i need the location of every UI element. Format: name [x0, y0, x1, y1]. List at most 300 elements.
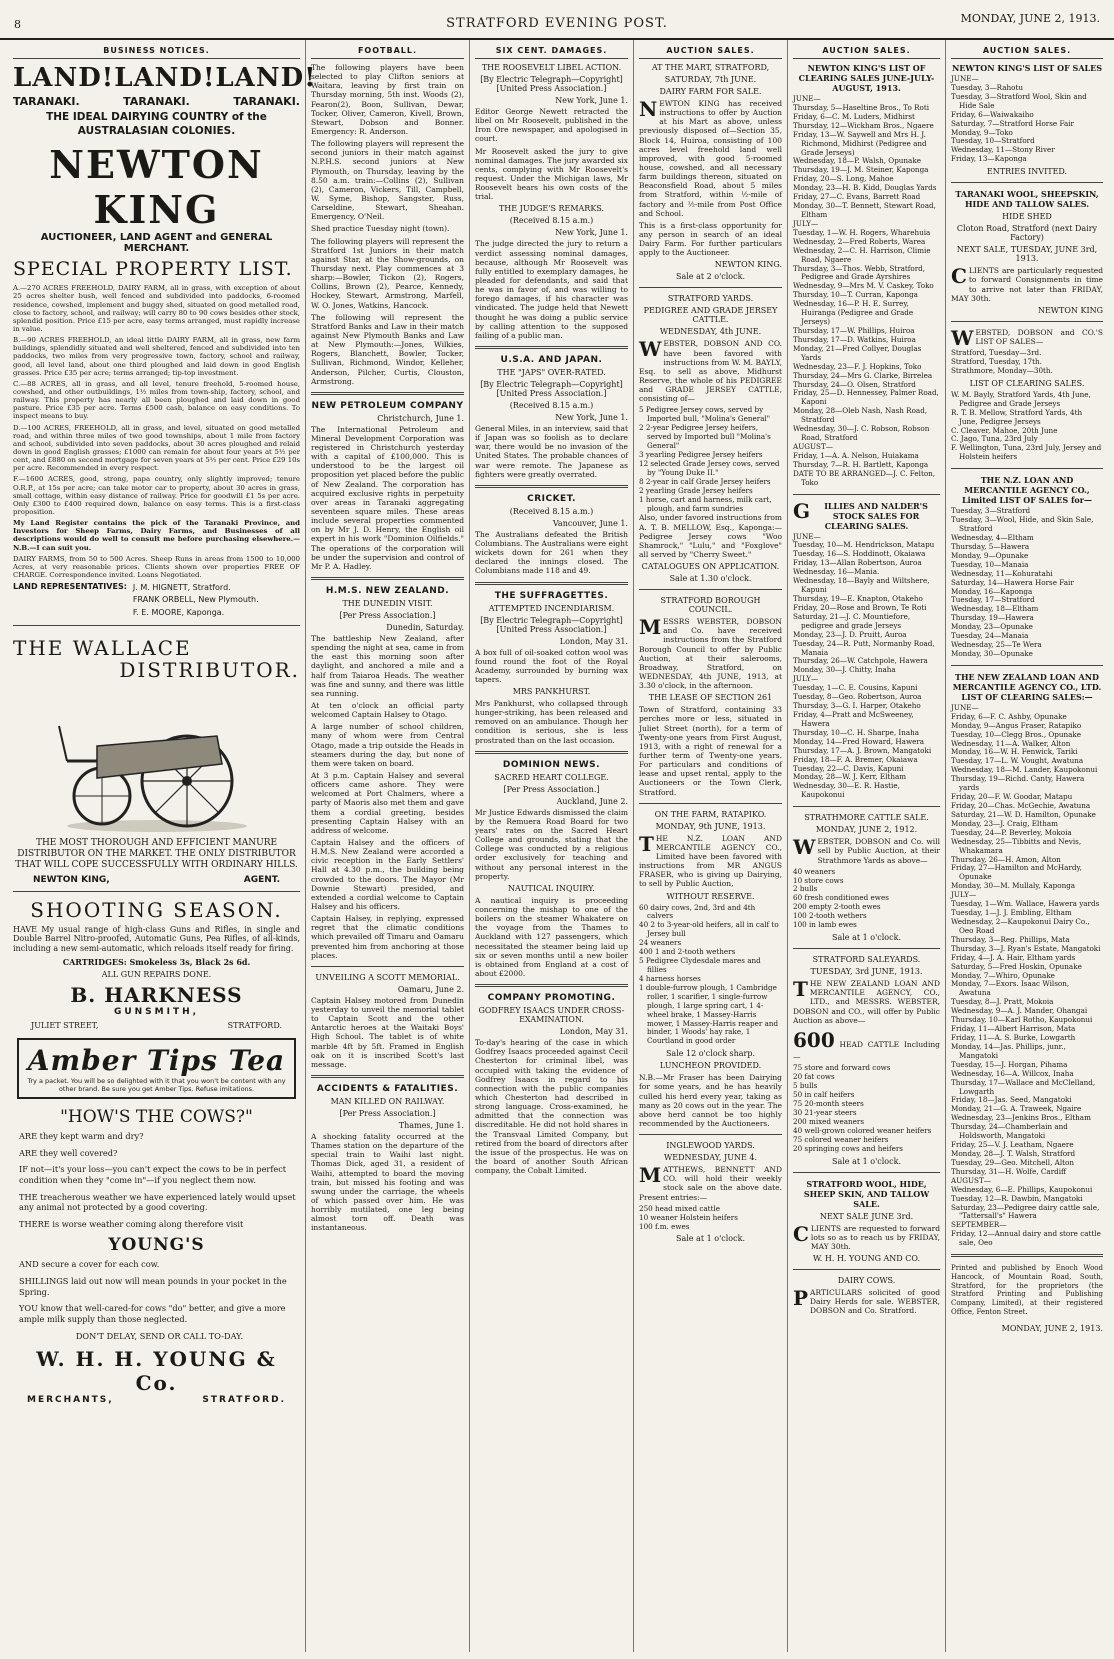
- nautical-text: A nautical inquiry is proceeding concerning the mishap to one of the boilers on the steamer Whakatere on the voyage from the Thames to Auckland with 127 passengers, which necessitated the steamer being laid up six or seven months until a new boiler is obtained from England at a cost of about £2000.: [475, 895, 628, 979]
- list-item: Monday, 23—J. Craig, Eltham: [951, 818, 1058, 828]
- list-item: Tuesday, 3—Stratford Wool, Skin and Hide Sale: [951, 91, 1087, 110]
- taranaki-word: TARANAKI.: [123, 95, 190, 108]
- wallace-title-1: THE WALLACE: [13, 636, 192, 661]
- list-item: Wednesday, 18—M. Lander, Kaupokonui: [951, 765, 1098, 775]
- wd-title: WEBSTED, DOBSON and CO.'S LIST OF SALES—: [951, 325, 1103, 350]
- list-item: Thursday, 19—Hawera: [951, 613, 1034, 623]
- property-item: D.—100 ACRES, FREEHOLD, all in grass, and level, situated on good metalled road, and within three miles of two good townships, about 1 mile from factory and school, subdivided into seven paddocks, about 30 acres ploughed and relaid down in good English grasses; £1000 can remain for about four years at 5½ per cent, and £880 on second mortgage for seven years at 5½ per cent. Price £29 10s per acre. Recommended in every respect.: [13, 423, 301, 473]
- list-item: 20 fat cows: [793, 1072, 835, 1082]
- list-item: Wednesday, 2—Kaupokonui Dairy Co., Oeo Road: [951, 917, 1090, 935]
- pankhurst-text: Mrs Pankhurst, who collapsed through hunger-striking, has been released and removed on an ambulance. Though her condition is serious, she is less prostrated than on the last occasion.: [475, 699, 628, 745]
- repairs-line: ALL GUN REPAIRS DONE.: [101, 969, 212, 979]
- list-item: Thursday, 10—C. H. Sharpe, Inaha: [793, 727, 920, 737]
- list-item: Thursday, 10—Karl Rotho, Kaupokonui: [951, 1015, 1093, 1025]
- list-item: Friday, 4—Pratt and McSweeney, Hawera: [793, 710, 914, 728]
- list-item: C. Jago, Tuna, 23rd July: [951, 434, 1038, 444]
- list-item: Tuesday, 8—J. Pratt, Mokoia: [951, 997, 1054, 1007]
- column-news-2: [306, 40, 470, 1652]
- list-item: Tuesday, 24—P. Beverley, Mokoia: [951, 827, 1072, 837]
- railway-text: A shocking fatality occurred at the Thames station on the departure of the special train to Waihi last night. Thomas Dick, aged 31, a resident of Waihi, attempted to board the moving train, but missed his footing and was swung under the carriage, the wheels of which passed over him. He was horribly mutilated, one leg being almost torn off. Death was instantaneous.: [311, 1131, 464, 1233]
- list-item: R. T. B. Mellow, Stratford Yards, 4th June, Pedigree Jerseys: [951, 407, 1083, 426]
- head-cattle-line: [793, 1028, 940, 1062]
- list-item: Wednesday, 16—P. H. E. Surrey, Huiranga (Pedigree and Grade Jerseys): [793, 299, 914, 327]
- list-item: Thursday, 3—G. I. Harper, Otakeho: [793, 701, 921, 711]
- young-line: AND secure a cover for each cow.: [19, 1259, 160, 1270]
- list-item: 30 21-year steers: [793, 1107, 857, 1117]
- list-item: Friday, 18—Jas. Seed, Mangatoki: [951, 1095, 1072, 1105]
- list-item: Stratford, Tuesday—3rd.: [951, 348, 1042, 358]
- hide-next: NEXT SALE JUNE 3rd.: [819, 1211, 914, 1221]
- list-item: Thursday, 24—O. Olsen, Stratford: [793, 379, 916, 389]
- property-item: B.—90 ACRES FREEHOLD, an ideal little DAIRY FARM, all in grass, new farm buildings, splendidly situated and well sheltered, fenced and subdivided into ten paddocks, two miles from very progressive town, factory, school and railway, good, all level land, about one third ploughed and laid down in good English grasses. Price £35 per acre; terms arranged; tip-top investment.: [13, 336, 300, 377]
- merchants-label: MERCHANTS,: [27, 1395, 114, 1406]
- gillies-body: ILLIES AND NALDER'S STOCK SALES FOR CLEARING SALES.: [824, 500, 928, 531]
- list-item: Wednesday, 11—A. Walker, Alton: [951, 738, 1071, 748]
- list-item: Thursday, 3—Reg. Phillips, Mata: [951, 934, 1070, 944]
- borough-title: STRATFORD BOROUGH COUNCIL.: [660, 596, 761, 615]
- sale-time: Sale at 1 o'clock.: [832, 933, 901, 943]
- list-item: Monday, 9—Toko: [951, 127, 1013, 137]
- list-item: Thursday, 24—Mrs G. Clarke, Birrelea: [793, 370, 933, 380]
- press-association: [Per Press Association.]: [339, 1108, 436, 1118]
- list-item: W. M. Bayly, Stratford Yards, 4th June, Pedigree and Grade Jerseys: [951, 389, 1091, 408]
- sale-time: Sale at 2 o'clock.: [676, 272, 745, 282]
- list-item: Saturday, 5—Fred Hoskin, Opunake: [951, 961, 1082, 971]
- list-item: 50 in calf heifers: [793, 1090, 855, 1100]
- list-item: Friday, 13—Kaponga: [951, 154, 1027, 164]
- cartridges-line: CARTRIDGES: Smokeless 3s, Black 2s 6d.: [62, 956, 251, 967]
- list-item: Monday, 28—Oleb Nash, Nash Road, Stratford: [793, 406, 928, 425]
- ratapiko-title: ON THE FARM, RATAPIKO.: [654, 809, 767, 819]
- list-item: 8 2-year in calf Grade Jersey heifers: [639, 476, 771, 486]
- list-item: Thursday, 12—Wickham Bros., Ngaere: [793, 120, 934, 130]
- column-news-3: [470, 40, 634, 1652]
- ratapiko-body: HE N.Z. LOAN AND MERCANTILE AGENCY CO., Limited have been favored with instructions from MR ANGUS FRASER, who is giving up Dairying, to sell by Public Auction,: [639, 833, 782, 889]
- harkness-address: [13, 1021, 300, 1030]
- list-item: Friday, 27—Hamilton and McHardy, Opunake: [951, 863, 1082, 882]
- list-item: Strathmore, Monday—30th.: [951, 365, 1053, 375]
- list-item: 5 Pedigree Jersey cows, served by Imported bull, "Molina's General": [639, 405, 771, 424]
- inglewood-body: ATTHEWS, BENNETT AND CO. will hold their weekly stock sale on the above date. Present entries:—: [639, 1165, 782, 1202]
- land-word: LAND!: [215, 63, 317, 93]
- company-heading: COMPANY PROMOTING.: [487, 993, 616, 1004]
- dairy-sale-text: NEWTON KING has received instructions to offer by Auction at his Mart as above, unless previously disposed of—Section 35, Block 14, Huiroa, consisting of 100 acres level freehold land well improved, with good 5-roomed house, cowshed, and all necessary farm buildings thereon, situated on Beaconsfield Road, about 5 miles from Stratford, within ½-mile of factory and ½-mile from Post Office and School.: [639, 97, 782, 218]
- dairy-tagline: THE IDEAL DAIRYING COUNTRY of the AUSTRALASIAN COLONIES.: [46, 111, 267, 137]
- dairy-cows-body: ARTICULARS solicited of good Dairy Herds for sale. WEBSTER, DOBSON and Co. Stratford.: [810, 1287, 940, 1316]
- telegraph-credit: [By Electric Telegraph—Copyright] [United Press Association.]: [480, 379, 623, 398]
- agent-label: AGENT.: [243, 874, 280, 885]
- amber-tips-tagline: Try a packet. You will be so delighted with it that you won't be content with any other brand. Be sure you get Amber Tips. Refuse imitations.: [27, 1076, 286, 1093]
- usa-japan-heading: U.S.A. AND JAPAN.: [500, 354, 603, 365]
- list-item: Wednesday, 6—E. Phillips, Kaupokonui: [951, 1184, 1093, 1194]
- masthead: [0, 0, 1114, 40]
- lease-title: THE LEASE OF SECTION 261: [648, 693, 773, 703]
- list-item: 10 weaner Holstein heifers: [639, 1212, 738, 1222]
- street: JULIET STREET,: [31, 1020, 99, 1030]
- hms-heading: H.M.S. NEW ZEALAND.: [325, 586, 450, 597]
- gillies-title: G ILLIES AND NALDER'S STOCK SALES FOR CLEARING SALES.: [793, 498, 928, 531]
- japs-text: General Miles, in an interview, said that if Japan was so foolish as to declare war, there would be no invasion of the United States. The probable chances of war were remote. The Japanese as fighters were greatly overrated.: [475, 423, 628, 479]
- hows-the-cows-title: "HOW'S THE COWS?": [60, 1106, 253, 1127]
- list-item: Wednesday, 25—Tibbitts and Nevis, Whakamara: [951, 836, 1082, 855]
- clearing-title: LIST OF CLEARING SALES.: [969, 378, 1085, 388]
- list-item: Friday, 13—Allan Robertson, Auroa: [793, 558, 922, 568]
- list-item: Thursday, 19—Richd. Canty, Hawera yards: [951, 774, 1085, 793]
- section-heading: BUSINESS NOTICES.: [13, 44, 300, 59]
- list-item: Wednesday, 2—Fred Roberts, Warea: [793, 236, 926, 246]
- list-item: Thursday, 31—H. Wolfe, Cardiff: [951, 1166, 1067, 1176]
- football-para: The following players will represent the second juniors in their match against N.P.H.S. second juniors at New Plymouth, on Thursday, leaving by the 8.50 a.m. train:—Collins (2), Sullivan (2), Cameron, Vickers, Till, Campbell, W. Syme, Bishop, Sangster, Russ, Carseldine, Stewart, Sheahan. Emergency, O'Neil.: [311, 139, 464, 222]
- property-item: F.—1600 ACRES, good, strong, papa country, only slightly improved; tenure O.R.P., at 15s per acre; can take motor car to property, about 30 acres in grass, small cottage, within easy distance of railway. Price for goodwill £1 5s per acre. Only £300 to £400 required down, balance on easy terms. This is a first-class proposition.: [13, 475, 300, 516]
- nautical-subhead: NAUTICAL INQUIRY.: [508, 883, 595, 893]
- entries-line: ENTRIES INVITED.: [986, 167, 1068, 177]
- list-item: F. Wellington, Tuna, 23rd July, Jersey and Holstein heifers: [951, 443, 1102, 462]
- land-word: LAND!: [13, 63, 115, 93]
- luncheon-text: N.B.—Mr Fraser has been Dairying for some years, and he has heavily culled his herd every year, taking as many as 20 cows out in the year. The above herd cannot be too highly recommended by the Auctioneers.: [639, 1073, 782, 1128]
- pankhurst-subhead: MRS PANKHURST.: [512, 687, 591, 697]
- list-item: Wednesday, 18—P. Walsh, Opunake: [793, 156, 921, 166]
- sale-time: Sale 12 o'clock sharp.: [665, 1049, 756, 1059]
- list-item: 60 fresh conditioned ewes: [793, 893, 889, 903]
- strathmore-list: [793, 868, 940, 930]
- wd-list: [951, 349, 1103, 376]
- property-item: C.—88 ACRES, all in grass, and all level, tenure freehold, 5-roomed house, cowshed, and other outbuildings, 1½ miles from town-ship, factory, school, and railway. This property has nearly all been ploughed and laid down in good pasture. Price £35 per acre. Terms £500 cash, balance on easy conditions. To inspect means to buy.: [13, 379, 300, 421]
- sale-time: Sale at 1.30 o'clock.: [669, 574, 752, 584]
- list-item: Thursday, 3—J. Ryan's Estate, Mangatoki: [951, 943, 1101, 953]
- football-para: The following will represent the Stratford Banks and Law in their match against New Plymouth Banks and Law at New Plymouth:—Jones, Wilkies, Rogers, Blanchett, Bowler, Tocker, Sullivan, Richmond, Windor, Kelleher, Anderson, Pilcher, Curtis, Clouston, Armstrong.: [311, 312, 464, 386]
- list-item: Thursday, 24—Chamberlain and Holdsworth, Mangatoki: [951, 1122, 1068, 1141]
- list-item: 2 2-year Pedigree Jersey heifers, served by Imported bull "Molina's General": [639, 423, 771, 451]
- amber-tips-ad: [17, 1038, 296, 1099]
- list-item: Tuesday, 1—C. E. Cousins, Kapuni: [793, 683, 918, 693]
- saleyards-date: TUESDAY, 3rd JUNE, 1913.: [810, 967, 923, 977]
- cows-line: IF not—it's your loss—you can't expect the cows to be in perfect condition when they "come in"—if you neglect them now.: [19, 1164, 287, 1185]
- whh-young-name: W. H. H. YOUNG & Co.: [36, 1347, 277, 1396]
- list-item: Friday, 25—D. Hennessey, Palmer Road, Kaponi: [793, 388, 939, 407]
- petroleum-text: The International Petroleum and Mineral Development Corporation was registered in Christchurch yesterday with a capital of £100,000. This is understood to be the largest oil proposition yet placed before the public of New Zealand. The corporation has acquired exclusive rights in perpetuity over areas in Taranaki aggregating seventeen square miles. These areas include several properties commented on by Mr J. D. Henry, the English oil expert in his work "Dominion Oilfields." The operations of the corporation will be under the supervision and control of Mr P. A. Hadley.: [311, 424, 464, 571]
- godfrey-dateline: London, May 31.: [559, 1027, 628, 1037]
- jersey-list: [639, 406, 782, 513]
- petroleum-heading: NEW PETROLEUM COMPANY: [311, 400, 464, 411]
- wd-body: EBSTED, DOBSON and CO.'S LIST OF SALES—: [975, 327, 1103, 346]
- list-item: Monday, 23—Opunake: [951, 622, 1033, 632]
- clearing-list: [951, 391, 1103, 462]
- gillies-july-list: [793, 684, 940, 800]
- list-item: Wednesday, 11—Kohuratahi: [951, 568, 1053, 578]
- received-note: (Received 8.15 a.m.): [509, 216, 594, 226]
- auction-heading: AUCTION SALES.: [639, 44, 782, 59]
- dairy-sale-body: EWTON KING has received instructions to offer by Auction at his Mart as above, unless previously disposed of—Section 35, Block 14, Huiroa, consisting of 100 acres level freehold land well improved, with good 5-roomed house, cowshed, and all necessary farm buildings thereon, situated on Beaconsfield Road, about 5 miles from Stratford, within ½-mile of factory and ½-mile from Post Office and School.: [639, 99, 782, 218]
- received-note: (Received 8.15 a.m.): [509, 506, 594, 516]
- hide-body: LIENTS are requested to forward lots so as to reach us by FRIDAY, MAY 30th.: [810, 1223, 940, 1251]
- town: STRATFORD.: [227, 1020, 282, 1030]
- damages-heading: SIX CENT. DAMAGES.: [475, 44, 628, 59]
- list-item: 3 yearling Pedigree Jersey heifers: [639, 449, 763, 459]
- inc-text: A box full of oil-soaked cotton wool was found round the foot of the Royal Academy, surrounded by burning wax tapers.: [475, 647, 628, 684]
- cattle-count: 600: [793, 1027, 835, 1052]
- list-item: Wednesday, 11—Stony River: [951, 145, 1055, 155]
- ratapiko-text: THE N.Z. LOAN AND MERCANTILE AGENCY CO., Limited have been favored with instructions from MR ANGUS FRASER, who is giving up Dairying, to sell by Public Auction,: [639, 831, 782, 889]
- list-item: Thursday, 5—Hawera: [951, 541, 1030, 551]
- list-item: Monday, 23—H. B. Kidd, Douglas Yards: [793, 183, 937, 193]
- list-item: 5 bulls: [793, 1081, 818, 1091]
- press-association: [Per Press Association.]: [339, 611, 436, 621]
- list-item: Tuesday, 1—Wm. Wallace, Hawera yards: [951, 899, 1100, 909]
- telegraph-credit: [By Electric Telegraph—Copyright] [United Press Association.]: [480, 615, 623, 634]
- wallace-title-2: DISTRIBUTOR.: [119, 658, 300, 683]
- dunedin-subhead: THE DUNEDIN VISIT.: [342, 599, 433, 609]
- libel-subhead: THE ROOSEVELT LIBEL ACTION.: [481, 63, 622, 72]
- list-item: Monday, 14—Fred Howard, Hawera: [793, 736, 925, 746]
- gillies-june-list: [793, 541, 940, 675]
- list-item: 100 in lamb ewes: [793, 920, 857, 930]
- list-item: 40 2 to 3-year-old heifers, all in calf to Jersey bull: [639, 920, 779, 939]
- nk-clearing-title: NEWTON KING'S LIST OF CLEARING SALES JUNE-JULY-AUGUST, 1913.: [798, 63, 935, 93]
- land-register-note: My Land Register contains the pick of the Taranaki Province, and Investors for Sheep Farms, Dairy Farms, and Businesses of all descriptions would do well to consult me before purchasing elsewhere.—N.B.—I can suit you.: [13, 519, 300, 552]
- sacred-text: Mr Justice Edwards dismissed the claim by the Remuera Road Board for two years' rates on the Sacred Heart College and grounds, stating that the College was conducted by a religious order exclusively for teaching and without any personal interest in the property.: [475, 807, 628, 881]
- list-item: 200 empty 2-tooth ewes: [793, 902, 881, 912]
- list-item: DATE TO BE ARRANGED—J. C. Felton, Toko: [793, 468, 936, 487]
- railway-subhead: MAN KILLED ON RAILWAY.: [330, 1096, 445, 1106]
- newton-king-agent: [13, 875, 300, 885]
- list-item: 2 yearling Grade Jersey heifers: [639, 485, 753, 495]
- list-item: Thursday, 19—E. Knapton, Otakeho: [793, 594, 923, 604]
- libel-para: Editor George Newett retracted the libel on Mr Roosevelt, published in the Iron Ore newspaper, and apologised in court.: [475, 107, 628, 144]
- rep-name: FRANK ORBELL, New Plymouth.: [132, 595, 259, 605]
- harkness-name: B. HARKNESS: [70, 982, 243, 1007]
- list-item: Friday, 6—F. C. Ashby, Opunake: [951, 711, 1067, 721]
- hide-location: Cloton Road, Stratford (next Dairy Factory): [956, 224, 1098, 243]
- list-item: 4 harness horses: [639, 973, 701, 983]
- godfrey-text: To-day's hearing of the case in which Godfrey Isaacs proceeded against Cecil Chesterton for criminal libel, was occupied with taking the evidence of Godfrey Isaacs in regard to his connection with the public companies which Chesterton had described in strong language. Cross-examined, he admitted that the connection was discreditable. He did not hold shares in the Transvaal Limited Company, but retired from the board of directors after the issue of the prospectus. He was on the board of another South African company, the Cobalt Limited.: [475, 1038, 628, 1176]
- july-list: [793, 229, 940, 443]
- football-para: Shed practice Tuesday night (town).: [311, 224, 450, 234]
- jersey-title: PEDIGREE AND GRADE JERSEY CATTLE.: [643, 306, 778, 325]
- list-item: Thursday, 17—W. Phillips, Huiroa: [793, 325, 915, 335]
- railway-dateline: Thames, June 1.: [398, 1120, 464, 1130]
- rep-name: F. E. MOORE, Kaponga.: [132, 607, 225, 617]
- list-item: Wednesday, 30—E. R. Hastie, Kaupokonui: [793, 781, 900, 800]
- list-item: Wednesday, 18—Bayly and Wiltshere, Kapuni: [793, 576, 930, 595]
- scott-subhead: UNVEILING A SCOTT MEMORIAL.: [315, 972, 460, 982]
- property-list: [13, 284, 300, 579]
- cricket-dateline: Vancouver, June 1.: [552, 518, 628, 528]
- column-auction-3: [946, 40, 1108, 1652]
- list-item: Monday, 21—Fred Collyer, Douglas Yards: [793, 343, 922, 362]
- list-item: Wednesday, 16—A. Willcox, Inaha: [951, 1068, 1074, 1078]
- issue-date: MONDAY, JUNE 2, 1913.: [960, 12, 1100, 25]
- ratapiko-list: [639, 904, 782, 1047]
- judge-text: The judge directed the jury to return a verdict assessing nominal damages, because, although Mr Roosevelt was fully entitled to exemplary damages, he pleaded for defendants, and said that he was in favor of, and was willing to forego damages, if his character was vindicated. The judge held that Newett thought he was doing a public service by calling attention to the supposed failing of a public man.: [475, 239, 628, 340]
- agent-name: NEWTON KING,: [33, 874, 110, 885]
- sale-time: Sale at 1 o'clock.: [832, 1156, 901, 1166]
- hide-sale-title: STRATFORD WOOL, HIDE, SHEEP SKIN, AND TALLOW SALE.: [803, 1178, 930, 1209]
- list-item: Monday, 16—Kaponga: [951, 586, 1033, 596]
- manure-distributor-illustration: [57, 686, 257, 836]
- inglewood-title: INGLEWOOD YARDS.: [666, 1141, 755, 1151]
- dunedin-para: Captain Halsey, in replying, expressed regret that the climatic conditions which prevailed off Timaru and Oamaru prevented him from anchoring at those places.: [311, 914, 464, 960]
- clients-body: LIENTS are particularly requested to forward Consignments in time to arrive not later than FRIDAY, MAY 30th.: [951, 266, 1103, 303]
- cattle-list: [793, 1064, 940, 1153]
- month-label: JULY—: [951, 890, 977, 900]
- amber-tips-logo: Amber Tips Tea: [27, 1043, 286, 1077]
- list-item: Friday, 6—C. M. Luders, Midhirst: [793, 111, 915, 121]
- jersey-body: EBSTER, DOBSON AND CO. have been favored with instructions from W. M. BAYLY, Esq. to sell as above, Midhurst Reserve, the whole of his PEDIGREE and GRADE JERSEY CATTLE, consisting of—: [639, 339, 782, 404]
- saleyards-body: HE NEW ZEALAND LOAN AND MERCANTILE AGENCY, CO., LTD., and MESSRS. WEBSTER, DOBSON and CO., will offer by Public Auction as above—: [793, 979, 940, 1025]
- sacred-subhead: SACRED HEART COLLEGE.: [494, 772, 609, 782]
- month-label: JUNE—: [793, 531, 821, 541]
- cows-line: THERE is worse weather coming along therefore visit: [19, 1218, 244, 1229]
- young-line: YOU know that well-cared-for cows "do" better, and give a more ample milk supply than those neglected.: [19, 1303, 286, 1325]
- nzl2-sept-list: [951, 1230, 1103, 1248]
- libel-para: Mr Roosevelt asked the jury to give nominal damages. The jury awarded six cents, complying with Mr Roosevelt's request. Under the Michigan laws, Mr Roosevelt bears his own costs of the trial.: [475, 146, 628, 202]
- land-representatives: [13, 582, 300, 619]
- list-item: Friday, 20—S. Long, Mahoe: [793, 174, 894, 184]
- town-label: STRATFORD.: [202, 1395, 286, 1406]
- list-item: Monday, 30—T. Bennett, Stewart Road, Eltham: [793, 201, 936, 219]
- list-item: Stratford, Tuesday, 17th.: [951, 356, 1042, 366]
- dairy-cows-text: PARTICULARS solicited of good Dairy Herds for sale. WEBSTER, DOBSON and Co. Stratford.: [793, 1285, 940, 1316]
- press-association: [Per Press Association.]: [503, 784, 600, 794]
- june-list: [793, 104, 940, 220]
- list-item: 40 weaners: [793, 866, 836, 876]
- cricket-text: The Australians defeated the British Columbians. The Australians were eight wickets down for 261 when they declared the innings closed. The Columbians made 118 and 49.: [475, 529, 628, 576]
- hide-shed: HIDE SHED: [1002, 212, 1052, 222]
- list-item: Friday, 11—A. S. Burke, Lowgarth: [951, 1032, 1076, 1042]
- list-item: 75 store and forward cows: [793, 1063, 891, 1073]
- list-item: Monday, 30—Opunake: [951, 648, 1033, 658]
- list-item: Tuesday, 3—Stratford: [951, 506, 1031, 516]
- list-item: Monday, 14—Jas. Phillips, junr., Mangatoki: [951, 1041, 1066, 1060]
- list-item: Monday, 23—J. D. Pruitt, Auroa: [793, 629, 907, 639]
- aug-list: [793, 452, 940, 488]
- list-item: Thursday, 3—Thos. Webb, Stratford, Pedigree and Grade Ayrshires: [793, 263, 926, 282]
- list-item: Monday, 30—J. Chitty, Inaha: [793, 665, 896, 675]
- nk-june-list: [951, 84, 1103, 164]
- telegraph-credit: [By Electric Telegraph—Copyright] [United Press Association.]: [480, 75, 623, 93]
- list-item: 250 head mixed cattle: [639, 1203, 721, 1213]
- list-item: Thursday, 17—A. J. Brown, Mangatoki: [793, 745, 932, 755]
- strathmore-date: MONDAY, JUNE 2, 1912.: [815, 825, 918, 835]
- list-item: Friday, 4—J. A. Hair, Eltham yards: [951, 952, 1076, 962]
- inc-dateline: London, May 31.: [559, 636, 628, 646]
- cows-line: ARE they well covered?: [19, 1147, 118, 1158]
- list-item: Tuesday, 10—Stratford: [951, 136, 1035, 146]
- imprint: Printed and published by Enoch Wood Hancock, of Mountain Road, South, Stratford, for the proprietors (the Stratford Printing and Publishing Company, Limited), at their registered Office, Fenton Street.: [951, 1264, 1103, 1316]
- list-item: Wednesday, 9—Mrs M. V. Caskey, Toko: [793, 281, 934, 291]
- list-item: Wednesday, 2—C. H. Harrison, Climie Road, Ngaere: [793, 245, 931, 264]
- month-label: AUGUST—: [951, 1175, 991, 1185]
- merchants-line: [13, 1395, 300, 1405]
- luncheon-line: LUNCHEON PROVIDED.: [659, 1061, 762, 1071]
- shooting-text: HAVE My usual range of high-class Guns and Rifles, in single and Double Barrel Nitro-proofed, Automatic Guns, Pea Rifles, of all-kinds, including a new semi-automatic, which reloads itself ready for firing.: [13, 924, 300, 954]
- list-item: Tuesday, 10—M. Hendrickson, Matapu: [793, 540, 935, 550]
- list-item: Thursday, 17—Wallace and McClelland, Lowgarth: [951, 1077, 1096, 1096]
- cows-line: ARE they kept warm and dry?: [19, 1130, 144, 1141]
- list-item: Wednesday, 4—Eltham: [951, 532, 1034, 542]
- month-label: SEPTEMBER—: [951, 1220, 1007, 1230]
- list-item: 1 horse, cart and harness, milk cart, plough, and farm sundries: [639, 494, 772, 513]
- incendiarism-subhead: ATTEMPTED INCENDIARISM.: [488, 603, 615, 613]
- dunedin-para: A large number of school children, many of whom were from Central Otago, made a trip outside the Heads in steamers during the day, but none of them were taken on board.: [311, 722, 464, 768]
- young-line: SHILLINGS laid out now will mean pounds in your pocket in the Spring.: [19, 1276, 287, 1297]
- list-item: Monday, 7—Exors. Isaac Wilson, Awatuna: [951, 979, 1070, 998]
- young-line: DON'T DELAY, SEND OR CALL TO-DAY.: [75, 1330, 244, 1341]
- distributor-caption: THE MOST THOROUGH AND EFFICIENT MANURE DISTRIBUTOR ON THE MARKET. THE ONLY DISTRIBUTOR THAT WILL COPE SUCCESSFULLY WITH ORDINARY HILLS.: [15, 838, 298, 870]
- godfrey-subhead: GODFREY ISAACS UNDER CROSS-EXAMINATION.: [478, 1006, 625, 1025]
- cricket-heading: CRICKET.: [527, 493, 576, 504]
- list-item: Monday, 9—Opunake: [951, 550, 1029, 560]
- column-auction-1: [634, 40, 788, 1652]
- list-item: Friday, 18—F. A. Bremer, Okaiawa: [793, 754, 918, 764]
- received-note: (Received 8.15 a.m.): [509, 400, 594, 410]
- page-number: 8: [14, 18, 21, 31]
- list-item: Tuesday, 8—Geo. Robertson, Auroa: [793, 692, 922, 702]
- dunedin-para: At 3 p.m. Captain Halsey and several officers came ashore. They were welcomed at Port Chalmers, where a party of Maoris also met them and gave them a cordial greeting, besides presenting Captain Halsey with an address of welcome.: [311, 771, 464, 835]
- japs-subhead: THE "JAPS" OVER-RATED.: [497, 367, 606, 377]
- taranaki-sales-title: TARANAKI WOOL, SHEEPSKIN, HIDE AND TALLOW SALES.: [955, 189, 1099, 210]
- saleyards-title: STRATFORD SALEYARDS.: [812, 955, 921, 965]
- dairy-cows-title: DAIRY COWS.: [837, 1275, 896, 1285]
- dunedin-dateline: Dunedin, Saturday.: [386, 623, 464, 633]
- taranaki-banner: [13, 95, 300, 108]
- football-para: The following players have been selected to play Clifton seniors at Waitara, leaving by first train on Thursday morning, 5th inst. Woods (2), Fearon(2), Boon, Sullivan, Dewar, Tocker, Oliver, Cameron, Kivell, Brown, Stewart, Dobson and Bonner. Emergency: R. Anderson.: [311, 63, 464, 136]
- cows-line: THE treacherous weather we have experienced lately would upset any animal not protected by a good covering.: [19, 1191, 296, 1213]
- list-item: Wednesday, 25—Te Wera: [951, 640, 1042, 650]
- nzl2-aug-list: [951, 1186, 1103, 1222]
- list-item: Monday, 16—W. H. Fenwick, Tariki: [951, 747, 1078, 757]
- dunedin-para: Captain Halsey and the officers of H.M.S. New Zealand were accorded a civic reception in the Early Settlers' Hall at 4.30 p.m., the building being crowded to the doors. The Mayor (Mr Downie Stewart) presided, and extended a cordial welcome to Captain Halsey and his officers.: [311, 837, 464, 911]
- month-label: JULY—: [793, 218, 819, 228]
- football-heading: FOOTBALL.: [311, 44, 464, 59]
- property-item: A.—270 ACRES FREEHOLD, DAIRY FARM, all in grass, with exception of about 25 acres shelter bush, well fenced and subdivided into paddocks, 6-roomed residence, cowshed, implement and buggy shed, situated on good metalled road, close to factory, school, and railway; will carry 80 to 90 cows besides other stock, splendid position. Price £15 per acre, easy terms arranged, must rapidly increase in value.: [13, 284, 300, 333]
- ratapiko-date: MONDAY, 9th JUNE, 1913.: [655, 821, 766, 831]
- accidents-heading: ACCIDENTS & FATALITIES.: [316, 1083, 459, 1094]
- dunedin-para: The battleship New Zealand, after spending the night at sea, came in from the east this morning soon after daylight, and anchored a mile and a half from Taiaroa Heads. The weather was fine and sunny, and there was little sea running.: [311, 634, 464, 698]
- nk-sales-title: NEWTON KING'S LIST OF SALES: [951, 63, 1103, 73]
- yards-title: STRATFORD YARDS.: [667, 294, 754, 304]
- strathmore-text: WEBSTER, DOBSON and Co. will sell by Public Auction, at their Strathmore Yards as above—: [793, 835, 940, 865]
- list-item: Tuesday, 17—Stratford: [951, 595, 1035, 605]
- list-item: Wednesday, 23—F. J. Hopkins, Toko: [793, 361, 922, 371]
- list-item: Saturday, 21—J. C. Mountiefore, pedigree and grade Jerseys: [793, 611, 911, 630]
- newspaper-title: STRATFORD EVENING POST.: [446, 16, 668, 31]
- list-item: Monday, 9—Angus Fraser, Ratapiko: [951, 720, 1082, 730]
- mart-line: AT THE MART, STRATFORD,: [651, 63, 770, 72]
- list-item: Thursday, 10—T. Curran, Kaponga: [793, 290, 918, 300]
- inglewood-date: WEDNESDAY, JUNE 4.: [664, 1153, 757, 1163]
- scott-dateline: Oamaru, June 2.: [397, 984, 464, 994]
- list-item: Friday, 11—Albert Harrison, Mata: [951, 1024, 1076, 1034]
- lease-text: Town of Stratford, containing 33 perches more or less, situated in Juliet Street (north), for a term of Twenty-one years from First August, 1913, with a right of renewal for a further term of Twenty-one years. For particulars and conditions of lease and upset rental, apply to the Auctioneers or the Town Clerk, Stratford.: [639, 705, 782, 797]
- list-item: Saturday, 7—Stratford Horse Fair: [951, 118, 1074, 128]
- list-item: 100 2-tooth wethers: [793, 911, 867, 921]
- list-item: Saturday, 21—W. D. Hamilton, Opunake: [951, 809, 1096, 819]
- month-label: JULY—: [793, 674, 819, 684]
- saleyards-text: THE NEW ZEALAND LOAN AND MERCANTILE AGENCY, CO., LTD., and MESSRS. WEBSTER, DOBSON and CO., will offer by Public Auction as above—: [793, 977, 940, 1025]
- list-item: Wednesday, 16—Mania.: [793, 567, 880, 577]
- strathmore-title: STRATHMORE CATTLE SALE.: [804, 813, 929, 823]
- list-item: Friday, 27—C. Evans, Barrett Road: [793, 192, 921, 202]
- head-cattle-label: HEAD CATTLE Including—: [793, 1039, 940, 1062]
- list-item: Monday, 30—M. Mullaly, Kaponga: [951, 881, 1076, 891]
- auction-heading: AUCTION SALES.: [951, 44, 1103, 59]
- list-item: 100 f.m. ewes: [639, 1221, 690, 1231]
- inglewood-list: [639, 1205, 782, 1232]
- inglewood-text: MATTHEWS, BENNETT AND CO. will hold their weekly stock sale on the above date. Present entries:—: [639, 1163, 782, 1202]
- list-item: Tuesday, 24—R. Putt, Normanby Road, Manaia: [793, 638, 935, 657]
- auction-heading: AUCTION SALES.: [793, 44, 940, 59]
